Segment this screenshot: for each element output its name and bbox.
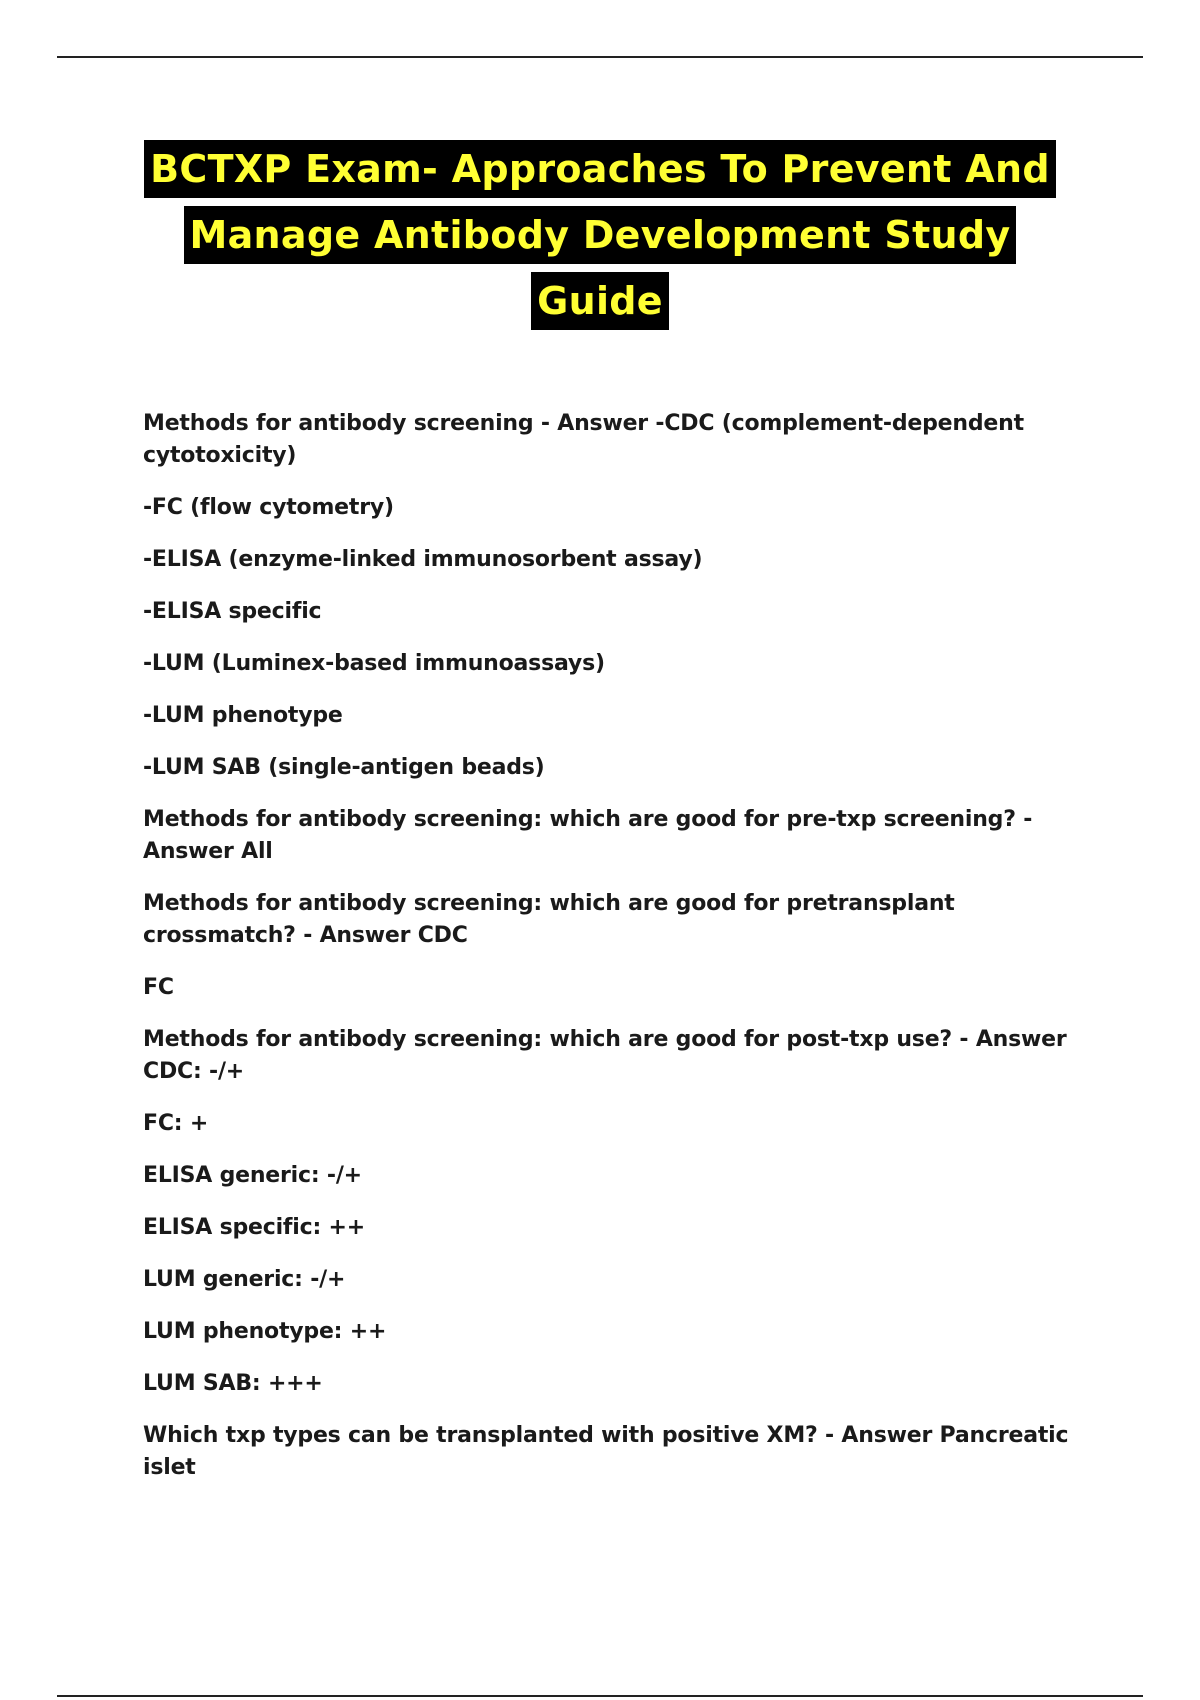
paragraph-elisa: -ELISA (enzyme-linked immunosorbent assay) [143,547,703,572]
paragraph-lum-sab: -LUM SAB (single-antigen beads) [143,755,545,780]
paragraph-lum-phenotype: -LUM phenotype [143,703,343,728]
paragraph-post-txp: Methods for antibody screening: which are good for post-txp use? - Answer CDC: -/+ [143,1027,1067,1084]
title-line-3: Guide [531,272,669,330]
paragraph-lum: -LUM (Luminex-based immunoassays) [143,651,605,676]
document-body [143,408,1093,1504]
paragraph-elisa-specific-plus: ELISA specific: ++ [143,1215,365,1240]
paragraph-elisa-specific: -ELISA specific [143,599,322,624]
top-divider [57,56,1143,58]
paragraph-lum-generic: LUM generic: -/+ [143,1267,346,1292]
paragraph-fc: -FC (flow cytometry) [143,495,394,520]
title-line-2: Manage Antibody Development Study [184,206,1017,264]
paragraph-lum-phenotype-plus: LUM phenotype: ++ [143,1319,387,1344]
paragraph-fc-plus: FC: + [143,1111,209,1136]
paragraph-screening-methods: Methods for antibody screening - Answer -CDC (complement-dependent cytotoxicity) [143,411,1024,468]
paragraph-elisa-generic: ELISA generic: -/+ [143,1163,362,1188]
paragraph-fc-answer: FC [143,975,174,1000]
paragraph-crossmatch: Methods for antibody screening: which are good for pretransplant crossmatch? - Answer CDC [143,891,955,948]
paragraph-lum-sab-plus: LUM SAB: +++ [143,1371,323,1396]
bottom-divider [57,1695,1143,1697]
paragraph-positive-xm: Which txp types can be transplanted with positive XM? - Answer Pancreatic islet [143,1423,1069,1480]
document-title [100,140,1100,338]
paragraph-pre-txp: Methods for antibody screening: which are good for pre-txp screening? - Answer All [143,807,1033,864]
title-line-1: BCTXP Exam- Approaches To Prevent And [144,140,1056,198]
